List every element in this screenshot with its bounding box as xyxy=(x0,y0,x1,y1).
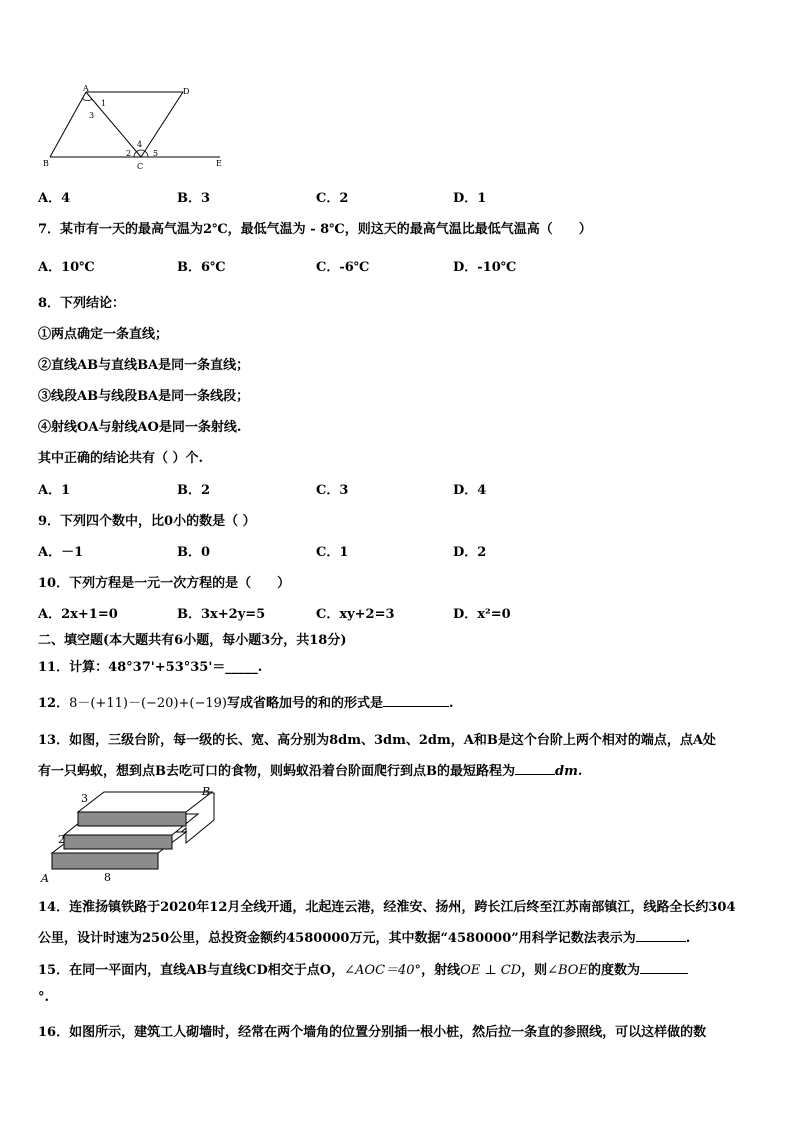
parallelogram-figure xyxy=(38,84,233,176)
q10-option-c: C．xy+2=3 xyxy=(316,607,395,622)
q9-option-a: A．－1 xyxy=(38,545,84,560)
q8-tail: 其中正确的结论共有（ ）个. xyxy=(38,451,204,466)
q9-option-b: B．0 xyxy=(177,545,211,560)
q15-line-1 xyxy=(38,959,688,978)
q11-text: 11．计算：48°37'+53°35'＝_____. xyxy=(38,660,263,675)
q15-text-d: 的度数为 xyxy=(587,963,640,978)
q8-option-a: A．1 xyxy=(38,483,71,498)
q10-option-b: B．3x+2y=5 xyxy=(177,607,266,622)
q15-text-a: 15．在同一平面内，直线AB与直线CD相交于点O， xyxy=(38,963,345,978)
q12-expression: 8－(+11)－(−20)+(−19) xyxy=(69,696,227,711)
q6-option-b: B．3 xyxy=(177,191,211,206)
q6-option-a: A．4 xyxy=(38,191,71,206)
q7-option-c: C．-6℃ xyxy=(316,260,370,275)
q13-unit: dm. xyxy=(554,764,583,779)
q15-text-b: ，射线 xyxy=(421,963,461,978)
q14-end: . xyxy=(685,931,691,946)
label-e: E xyxy=(216,159,222,168)
section-2-heading: 二、填空题(本大题共有6小题，每小题3分，共18分) xyxy=(38,633,347,648)
stairs-label-8: 8 xyxy=(104,871,111,884)
q8-item-3: ③线段AB与线段BA是同一条线段； xyxy=(38,389,250,404)
q8-item-1: ①两点确定一条直线； xyxy=(38,327,169,342)
label-5: 5 xyxy=(153,149,159,158)
q10-text: 10．下列方程是一元一次方程的是（ ） xyxy=(38,576,291,591)
q15-angle-boe: ∠BOE xyxy=(547,963,588,978)
q15-perp: OE ⊥ CD xyxy=(460,963,522,978)
q14-line-2-wrap xyxy=(38,927,690,946)
q13-line-2: 有一只蚂蚁，想到点B去吃可口的食物，则蚂蚁沿着台阶面爬行到点B的最短路程为 xyxy=(38,764,515,779)
q13-line-1: 13．如图，三级台阶，每一级的长、宽、高分别为8dm、3dm、2dm，A和B是这个台阶上两个相对的端点，点A处 xyxy=(38,733,716,748)
stairs-label-2: 2 xyxy=(58,833,65,846)
stairs-label-b: B xyxy=(202,785,211,798)
label-a: A xyxy=(83,84,89,93)
q8-option-b: B．2 xyxy=(177,483,211,498)
q7-option-a: A．10℃ xyxy=(38,260,95,275)
q15-text-c: ，则 xyxy=(521,963,548,978)
q13-line-2-wrap xyxy=(38,760,582,779)
q7-text: 7．某市有一天的最高气温为2℃，最低气温为 - 8℃，则这天的最高气温比最低气温高（ ） xyxy=(38,222,592,237)
stair-riser-3 xyxy=(78,812,186,826)
angle-arc-a xyxy=(82,98,92,101)
q12-answer-blank[interactable] xyxy=(383,694,449,707)
q7-option-b: B．6℃ xyxy=(177,260,226,275)
label-2: 2 xyxy=(126,149,132,158)
label-d: D xyxy=(183,87,190,96)
label-3: 3 xyxy=(89,111,95,120)
q15-angle-aoc: ∠AOC＝40° xyxy=(344,963,422,978)
q9-option-d: D．2 xyxy=(453,545,487,560)
q13-answer-blank[interactable] xyxy=(515,762,555,775)
q8-item-2: ②直线AB与直线BA是同一条直线； xyxy=(38,358,250,373)
q8-item-4: ④射线OA与射线AO是同一条射线. xyxy=(38,420,242,435)
q14-answer-blank[interactable] xyxy=(636,929,686,942)
stair-riser-1 xyxy=(52,853,158,869)
q15-answer-blank[interactable] xyxy=(640,961,688,974)
q6-option-d: D．1 xyxy=(453,191,487,206)
q8-stem: 8．下列结论： xyxy=(38,296,126,311)
label-b: B xyxy=(43,159,49,168)
q8-option-d: D．4 xyxy=(453,483,487,498)
q10-option-a: A．2x+1=0 xyxy=(38,607,118,622)
stairs-label-3: 3 xyxy=(81,792,88,805)
label-1: 1 xyxy=(101,99,107,108)
q12-number: 12． xyxy=(38,696,70,711)
q6-option-c: C．2 xyxy=(316,191,349,206)
q12-line xyxy=(38,692,454,711)
line-ac xyxy=(86,92,141,157)
q14-line-2: 公里，设计时速为250公里，总投资金额约4580000万元，其中数据“4580000”用科学记数法表示为 xyxy=(38,931,636,946)
q8-option-c: C．3 xyxy=(316,483,349,498)
q16-text: 16．如图所示，建筑工人砌墙时，经常在两个墙角的位置分别插一根小桩，然后拉一条直的参照线，可以这样做的数 xyxy=(38,1025,707,1040)
q12-end: . xyxy=(449,696,454,711)
q15-line-2: °. xyxy=(38,990,50,1005)
label-4: 4 xyxy=(137,140,143,149)
stairs-figure xyxy=(34,784,224,884)
q14-line-1: 14．连淮扬镇铁路于2020年12月全线开通，北起连云港，经淮安、扬州，跨长江后终至江苏南部镇江，线路全长约304 xyxy=(38,900,736,915)
q12-text: 写成省略加号的和的形式是 xyxy=(227,696,384,711)
q7-option-d: D．-10℃ xyxy=(453,260,517,275)
line-ab xyxy=(50,92,86,157)
stair-riser-2 xyxy=(64,835,172,849)
label-c: C xyxy=(137,162,144,171)
q10-option-d: D．x²=0 xyxy=(453,607,511,622)
q9-text: 9．下列四个数中，比0小的数是（ ） xyxy=(38,514,256,529)
stairs-label-a: A xyxy=(41,872,49,884)
q9-option-c: C．1 xyxy=(316,545,349,560)
